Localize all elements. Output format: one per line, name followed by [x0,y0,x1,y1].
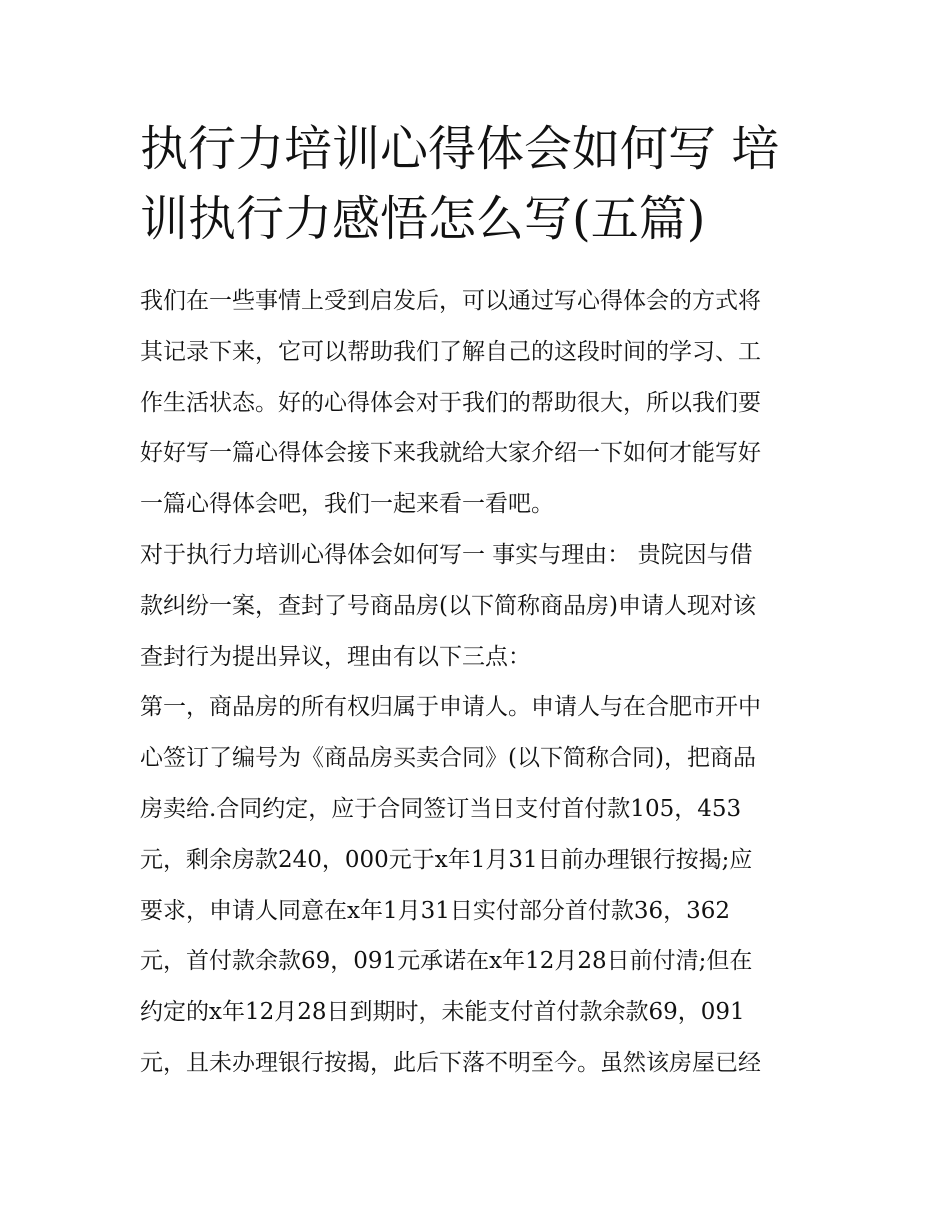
body-line: 第一，商品房的所有权归属于申请人。申请人与在合肥市开中 [140,694,761,721]
body-line: 一篇心得体会吧，我们一起来看一看吧。 [140,491,554,518]
body-line: 元，且未办理银行按揭，此后下落不明至今。虽然该房屋已经 [140,1049,761,1076]
body-line: 元，剩余房款240，000元于x年1月31日前办理银行按揭;应 [140,846,753,873]
body-line: 好好写一篇心得体会接下来我就给大家介绍一下如何才能写好 [140,440,761,467]
body-line: 对于执行力培训心得体会如何写一 事实与理由： 贵院因与借 [140,541,753,568]
body-line: 款纠纷一案，查封了号商品房(以下简称商品房)申请人现对该 [140,592,756,619]
body-line: 约定的x年12月28日到期时，未能支付首付款余款69，091 [140,999,745,1026]
body-line: 要求，申请人同意在x年1月31日实付部分首付款36，362 [140,897,731,924]
body-line: 我们在一些事情上受到启发后，可以通过写心得体会的方式将 [140,288,761,314]
body-line: 作生活状态。好的心得体会对于我们的帮助很大，所以我们要 [140,389,761,416]
body-line: 心签订了编号为《商品房买卖合同》(以下简称合同)，把商品 [140,745,756,772]
document-body [140,276,820,1089]
body-line: 元，首付款余款69，091元承诺在x年12月28日前付清;但在 [140,948,753,975]
title-line: 训执行力感悟怎么写(五篇) [140,191,706,247]
body-line: 房卖给.合同约定，应于合同签订当日支付首付款105，453 [140,795,742,822]
body-line: 查封行为提出异议，理由有以下三点： [140,643,531,670]
title-line: 执行力培训心得体会如何写 培 [140,121,780,177]
document-title [140,114,820,254]
body-line: 其记录下来，它可以帮助我们了解自己的这段时间的学习、工 [140,338,761,365]
